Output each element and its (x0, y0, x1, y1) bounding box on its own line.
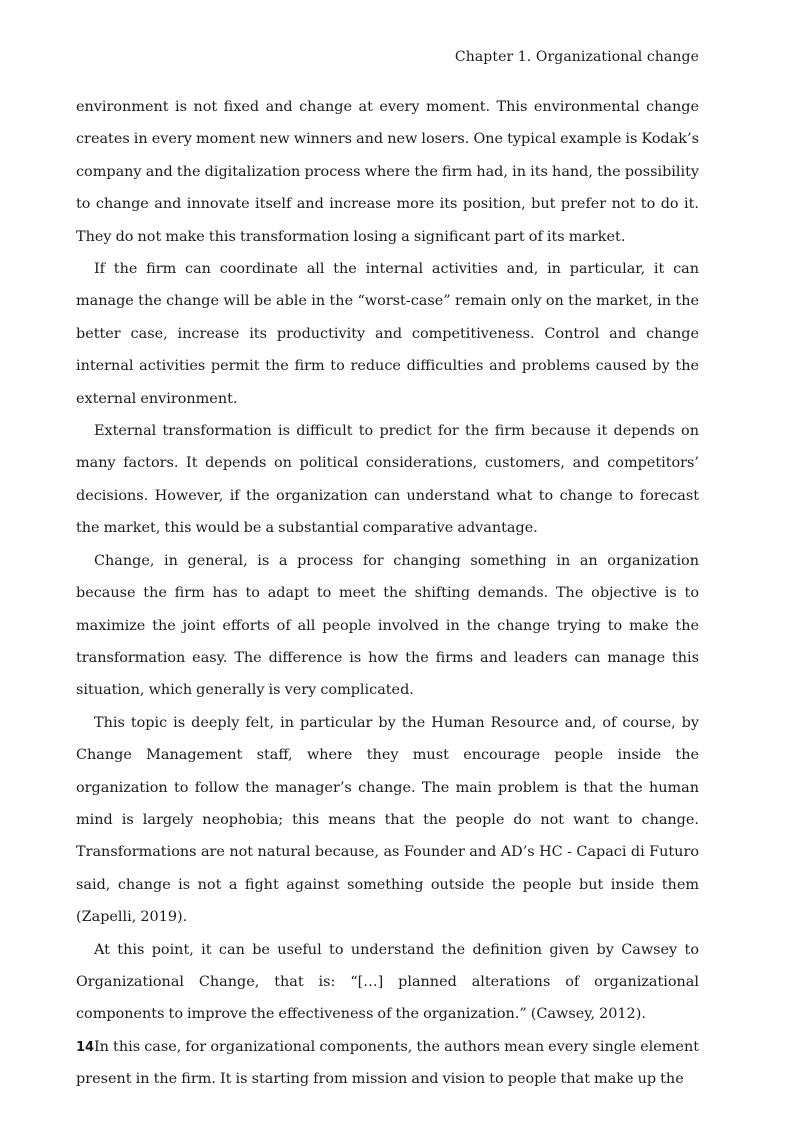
paragraph-continuation: environment is not fixed and change at every moment. This environmental change creates in every moment new winners and new losers. One typical example is Kodak’s company and the digitalization process where the firm had, in its hand, the possibility to change and innovate itself and increase more its position, but prefer not to do it. They do not make this transformation losing a significant part of its market. (76, 99, 699, 245)
paragraph-human-resource: This topic is deeply felt, in particular by the Human Resource and, of course, by Change Management staff, where they must encourage people inside the organization to follow the manager’s change. The main problem is that the human mind is largely neophobia; this means that the people do not want to change. Transformations are not natural because, as Founder and AD’s HC - Capaci di Futuro said, change is not a fight against something outside the people but inside them (Zapelli, 2019). (76, 714, 699, 926)
body-text (76, 91, 699, 1096)
paragraph-internal-activities: If the firm can coordinate all the internal activities and, in particular, it can manage the change will be able in the “worst-case” remain only on the market, in the better case, increase its productivity and competitiveness. Control and change internal activities permit the firm to reduce difficulties and problems caused by the external environment. (76, 261, 699, 407)
paragraph-external-transformation: External transformation is difficult to predict for the firm because it depends on many factors. It depends on political considerations, customers, and competitors’ decisions. However, if the organization can understand what to change to forecast the market, this would be a substantial comparative advantage. (76, 423, 699, 537)
paragraph-cawsey-definition: At this point, it can be useful to understand the definition given by Cawsey to Organizational Change, that is: “[…] planned alterations of organizational components to improve the effectiveness of the organization.” (Cawsey, 2012). (76, 941, 699, 1023)
paragraph-change-process: Change, in general, is a process for changing something in an organization because the firm has to adapt to meet the shifting demands. The objective is to maximize the joint efforts of all people involved in the change trying to make the transformation easy. The difference is how the firms and leaders can manage this situation, which generally is very complicated. (76, 552, 699, 699)
page-number: 14 (76, 1040, 95, 1055)
paragraph-organizational-components: In this case, for organizational components, the authors mean every single element present in the firm. It is starting from mission and vision to people that make up the (76, 1038, 699, 1088)
running-header: Chapter 1. Organizational change (454, 49, 699, 65)
